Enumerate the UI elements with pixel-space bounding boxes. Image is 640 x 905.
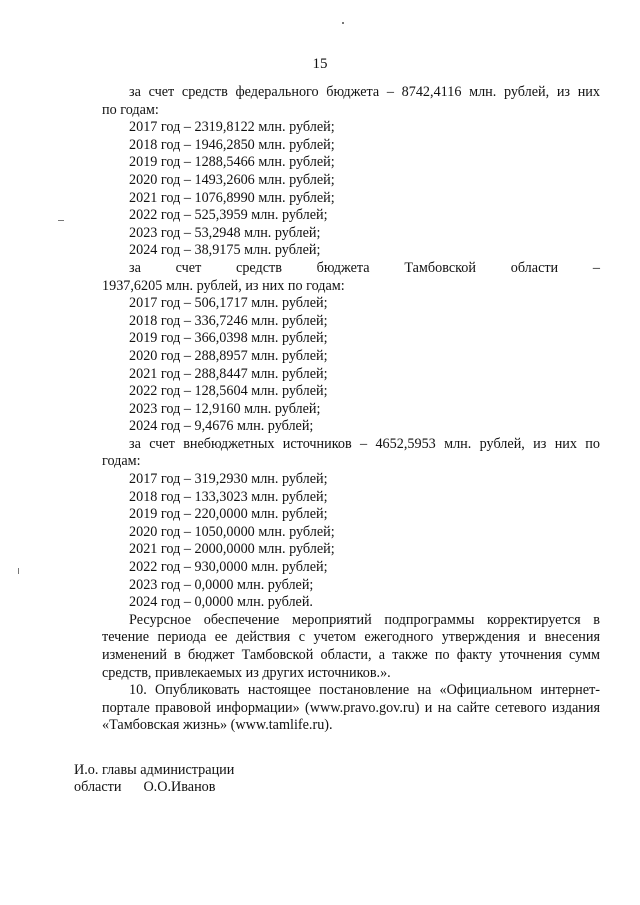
extrabudget-year-line: 2020 год – 1050,0000 млн. рублей; <box>129 523 335 540</box>
extrabudget-year-line: 2023 год – 0,0000 млн. рублей; <box>129 576 314 593</box>
regional-year-line: 2022 год – 128,5604 млн. рублей; <box>129 383 328 400</box>
document-body <box>102 84 600 735</box>
resource-paragraph: Ресурсное обеспечение мероприятий подпрограммы корректируется в течение периода ее действия с учетом ежегодного утверждения и внесения изменений в бюджет Тамбовской области, а также по факту уточнения сумм средств, привлекаемых из других источников.». <box>102 611 600 681</box>
extrabudget-year-line: 2017 год – 319,2930 млн. рублей; <box>129 471 328 488</box>
extrabudget-intro-line1: за счет внебюджетных источников – 4652,5953 млн. рублей, из них по <box>129 435 600 452</box>
regional-budget-section <box>102 260 600 436</box>
federal-year-line: 2023 год – 53,2948 млн. рублей; <box>129 224 321 241</box>
extrabudget-year-line: 2018 год – 133,3023 млн. рублей; <box>129 488 328 505</box>
signatory-name: О.О.Иванов <box>143 779 216 795</box>
margin-mark-left-lower <box>18 568 19 574</box>
margin-mark-top <box>342 22 344 24</box>
federal-intro-line1: за счет средств федерального бюджета – 8742,4116 млн. рублей, из них <box>129 84 600 100</box>
federal-year-line: 2017 год – 2319,8122 млн. рублей; <box>129 119 335 136</box>
signatory-title-line1: И.о. главы администрации <box>74 762 235 778</box>
federal-intro-line2: по годам: <box>102 101 159 118</box>
item-10-paragraph: 10. Опубликовать настоящее постановление на «Официальном интернет-портале правовой информации» (www.pravo.gov.ru) и на сайте сетевого издания «Тамбовская жизнь» (www.tamlife.ru). <box>102 682 600 734</box>
extrabudget-year-line: 2019 год – 220,0000 млн. рублей; <box>129 506 328 523</box>
federal-year-line: 2024 год – 38,9175 млн. рублей; <box>129 242 321 259</box>
federal-year-line: 2021 год – 1076,8990 млн. рублей; <box>129 189 335 206</box>
regional-intro-line1: за счет средств бюджета Тамбовской области – <box>129 259 600 276</box>
signatory-title-region: области <box>74 779 122 795</box>
federal-year-line: 2020 год – 1493,2606 млн. рублей; <box>129 171 335 188</box>
page-number: 15 <box>312 56 328 72</box>
regional-year-line: 2018 год – 336,7246 млн. рублей; <box>129 312 328 329</box>
regional-year-line: 2017 год – 506,1717 млн. рублей; <box>129 295 328 312</box>
regional-year-line: 2021 год – 288,8447 млн. рублей; <box>129 365 328 382</box>
regional-year-line: 2024 год – 9,4676 млн. рублей; <box>129 418 314 435</box>
extrabudget-year-line: 2022 год – 930,0000 млн. рублей; <box>129 559 328 576</box>
federal-year-line: 2022 год – 525,3959 млн. рублей; <box>129 207 328 224</box>
regional-year-line: 2020 год – 288,8957 млн. рублей; <box>129 347 328 364</box>
extrabudget-year-line: 2021 год – 2000,0000 млн. рублей; <box>129 541 335 558</box>
extrabudget-intro-line2: годам: <box>102 453 141 470</box>
federal-year-line: 2018 год – 1946,2850 млн. рублей; <box>129 136 335 153</box>
regional-year-line: 2019 год – 366,0398 млн. рублей; <box>129 330 328 347</box>
extrabudget-year-line: 2024 год – 0,0000 млн. рублей. <box>129 594 313 611</box>
signature-block <box>74 762 234 796</box>
federal-budget-section <box>102 84 600 260</box>
signatory-title-line2 <box>74 779 234 796</box>
margin-mark-left <box>58 220 64 221</box>
regional-intro-line2: 1937,6205 млн. рублей, из них по годам: <box>102 277 345 294</box>
extrabudget-section <box>102 436 600 612</box>
regional-year-line: 2023 год – 12,9160 млн. рублей; <box>129 400 321 417</box>
federal-year-line: 2019 год – 1288,5466 млн. рублей; <box>129 154 335 171</box>
